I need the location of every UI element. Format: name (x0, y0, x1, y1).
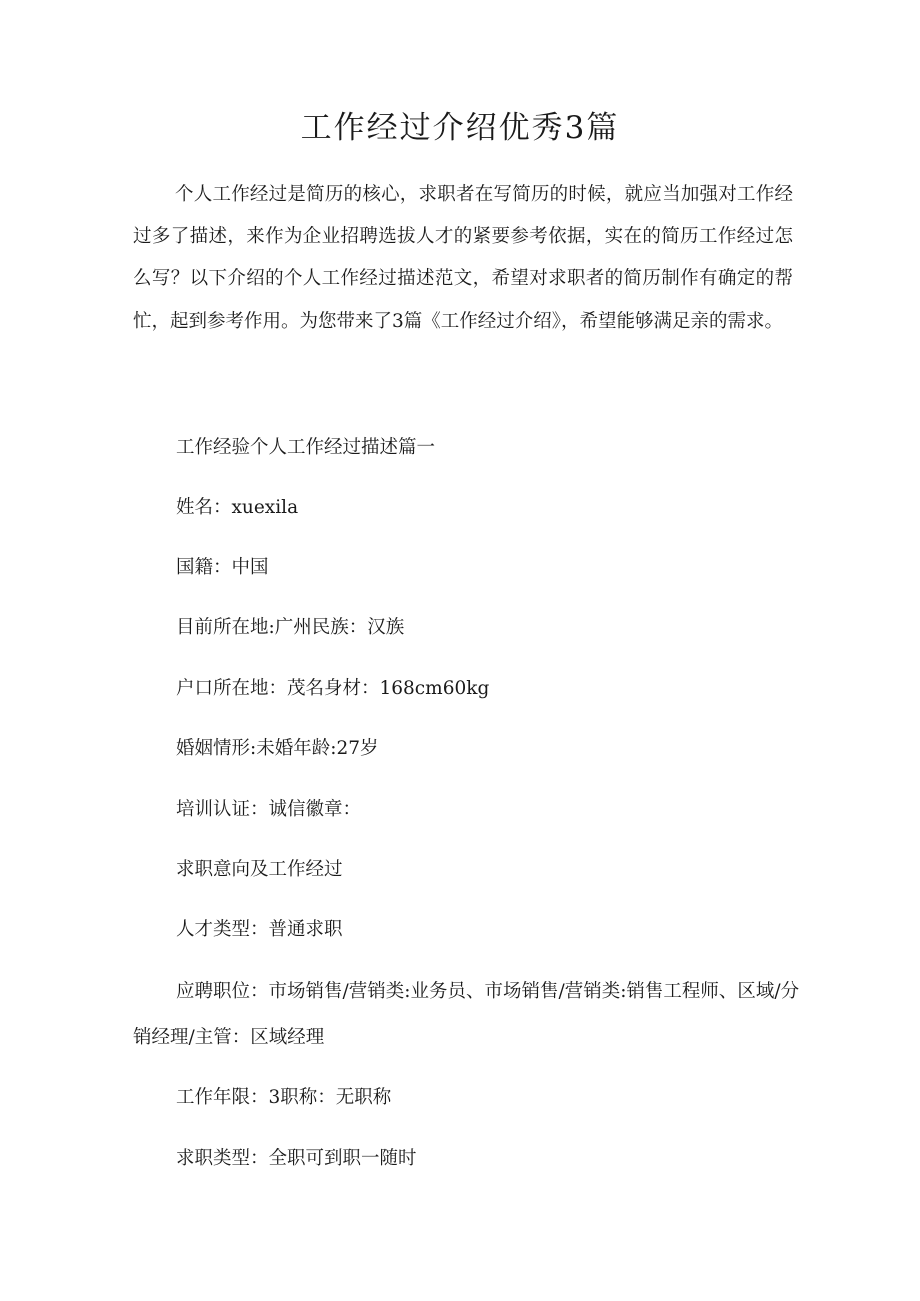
field-position: 应聘职位：市场销售/营销类:业务员、市场销售/营销类:销售工程师、区域/分销经理/主管：区域经理 (133, 981, 800, 1048)
field-certification: 培训认证：诚信徽章： (176, 799, 362, 820)
field-household: 户口所在地：茂名身材：168cm60kg (176, 678, 490, 699)
section-heading: 工作经验个人工作经过描述篇一 (176, 437, 436, 458)
field-job-type: 求职类型：全职可到职一随时 (176, 1148, 417, 1169)
intro-paragraph: 个人工作经过是简历的核心，求职者在写简历的时候，就应当加强对工作经过多了描述，来作为企业招聘选拔人才的紧要参考依据，实在的简历工作经过怎么写？以下介绍的个人工作经过描述范文，希望对求职者的简历制作有确定的帮忙，起到参考作用。为您带来了3篇《工作经过介绍》，希望能够满足亲的需求。 (133, 184, 793, 332)
field-nationality: 国籍：中国 (176, 557, 269, 578)
field-years: 工作年限：3职称：无职称 (176, 1087, 392, 1108)
field-location: 目前所在地:广州民族：汉族 (176, 617, 405, 638)
field-talent-type: 人才类型：普通求职 (176, 919, 343, 940)
subsection-heading: 求职意向及工作经过 (176, 859, 343, 880)
document-title: 工作经过介绍优秀3篇 (300, 110, 620, 146)
field-marital: 婚姻情形:未婚年龄:27岁 (176, 738, 379, 759)
field-name: 姓名：xuexila (176, 497, 299, 518)
